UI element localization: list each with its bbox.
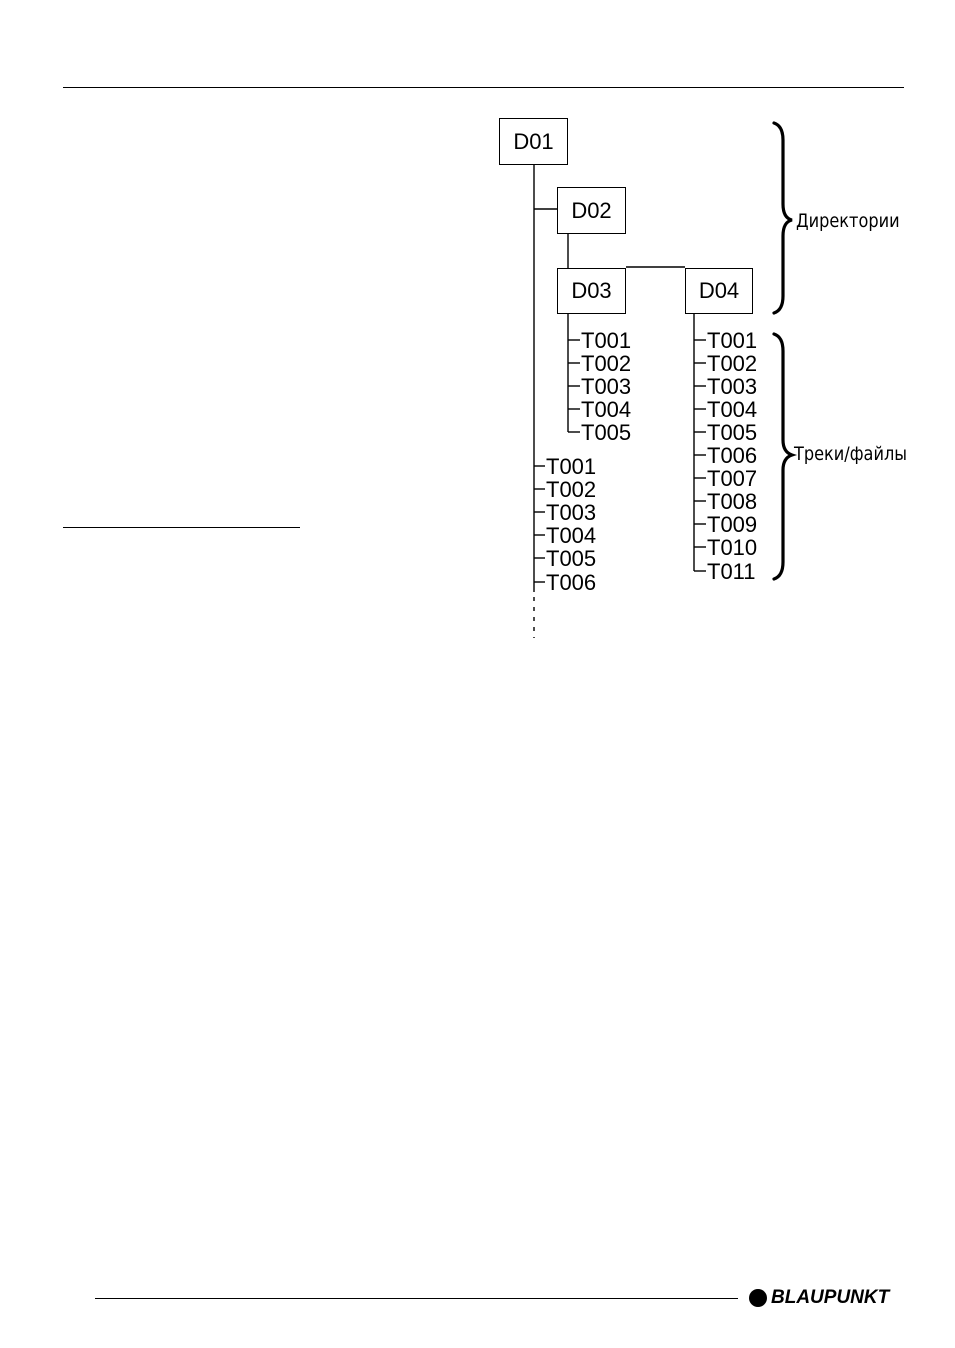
dir-box-d04: D04 <box>685 268 753 314</box>
d04-track-label: T008 <box>707 489 758 514</box>
d04-track-label: T007 <box>707 466 758 491</box>
dir-box-d02: D02 <box>557 187 626 234</box>
brace-icon <box>774 123 792 579</box>
d04-track-label: T003 <box>707 374 758 399</box>
root-track-label: T003 <box>546 500 597 525</box>
d04-track-label: T001 <box>707 328 758 353</box>
d03-track-label: T004 <box>581 397 632 422</box>
root-track-label: T002 <box>546 477 597 502</box>
root-track-label: T001 <box>546 454 597 479</box>
d04-track-label: T002 <box>707 351 758 376</box>
brand-logo <box>749 1287 889 1309</box>
brand-name: BLAUPUNKT <box>771 1287 890 1308</box>
d04-track-label: T009 <box>707 512 758 537</box>
d03-track-label: T005 <box>581 420 632 445</box>
category-directories-label: Директории <box>796 210 900 232</box>
d03-track-label: T001 <box>581 328 632 353</box>
root-track-label: T004 <box>546 523 597 548</box>
d03-track-label: T002 <box>581 351 632 376</box>
root-track-label: T006 <box>546 570 597 595</box>
d04-track-label: T010 <box>707 535 758 560</box>
d04-track-label: T011 <box>707 559 756 584</box>
root-track-label: T005 <box>546 546 597 571</box>
dir-box-d03: D03 <box>557 268 626 314</box>
dir-box-d01: D01 <box>499 118 568 165</box>
d04-track-label: T004 <box>707 397 758 422</box>
d03-track-label: T003 <box>581 374 632 399</box>
d04-track-label: T005 <box>707 420 758 445</box>
d04-track-label: T006 <box>707 443 758 468</box>
logo-dot-icon <box>749 1289 767 1307</box>
category-tracks-label: Треки/файлы <box>794 443 908 465</box>
